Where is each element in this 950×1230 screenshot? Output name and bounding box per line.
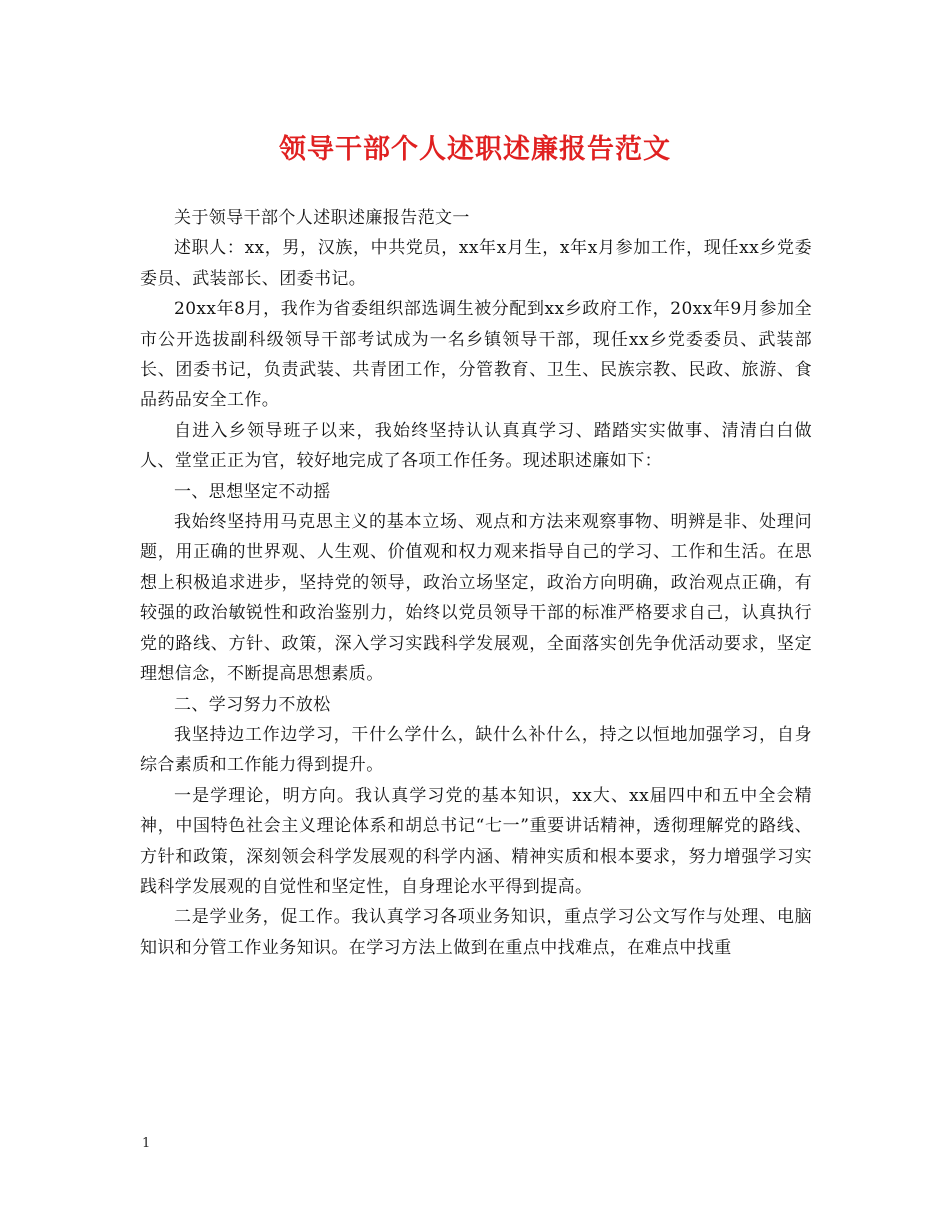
paragraph-work-history: 20xx年8月，我作为省委组织部选调生被分配到xx乡政府工作，20xx年9月参加全市公开选拔副科级领导干部考试成为一名乡镇领导干部，现任xx乡党委委员、武装部长、团委书记，负责武装、共青团工作，分管教育、卫生、民族宗教、民政、旅游、食品药品安全工作。: [140, 299, 812, 411]
paragraph-study-theory: 一是学理论，明方向。我认真学习党的基本知识，xx大、xx届四中和五中全会精神，中国特色社会主义理论体系和胡总书记“七一”重要讲话精神，透彻理解党的路线、方针和政策，深刻领会科学发展观的科学内涵、精神实质和根本要求，努力增强学习实践科学发展观的自觉性和坚定性，自身理论水平得到提高。: [140, 785, 812, 897]
section-heading-study: 二、学习努力不放松: [174, 694, 331, 715]
document-body: [140, 203, 812, 963]
paragraph-introduction: 自进入乡领导班子以来，我始终坚持认认真真学习、踏踏实实做事、清清白白做人、堂堂正正为官，较好地完成了各项工作任务。现述职述廉如下：: [140, 420, 812, 472]
paragraph-subtitle: 关于领导干部个人述职述廉报告范文一: [174, 208, 470, 228]
paragraph-reporter-info: 述职人：xx，男，汉族，中共党员，xx年x月生，x年x月参加工作，现任xx乡党委委员、武装部长、团委书记。: [140, 238, 812, 289]
document-title: 领导干部个人述职述廉报告范文: [279, 134, 671, 165]
section-heading-thought: 一、思想坚定不动摇: [174, 481, 331, 502]
paragraph-thought: 我始终坚持用马克思主义的基本立场、观点和方法来观察事物、明辨是非、处理问题，用正确的世界观、人生观、价值观和权力观来指导自己的学习、工作和生活。在思想上积极追求进步，坚持党的领导，政治立场坚定，政治方向明确，政治观点正确，有较强的政治敏锐性和政治鉴别力，始终以党员领导干部的标准严格要求自己，认真执行党的路线、方针、政策，深入学习实践科学发展观，全面落实创先争优活动要求，坚定理想信念，不断提高思想素质。: [140, 512, 812, 685]
paragraph-study-business: 二是学业务，促工作。我认真学习各项业务知识，重点学习公文写作与处理、电脑知识和分管工作业务知识。在学习方法上做到在重点中找难点，在难点中找重: [140, 907, 812, 958]
page-number: 1: [142, 1136, 151, 1151]
paragraph-study-intro: 我坚持边工作边学习，干什么学什么，缺什么补什么，持之以恒地加强学习，自身综合素质和工作能力得到提升。: [140, 724, 812, 776]
